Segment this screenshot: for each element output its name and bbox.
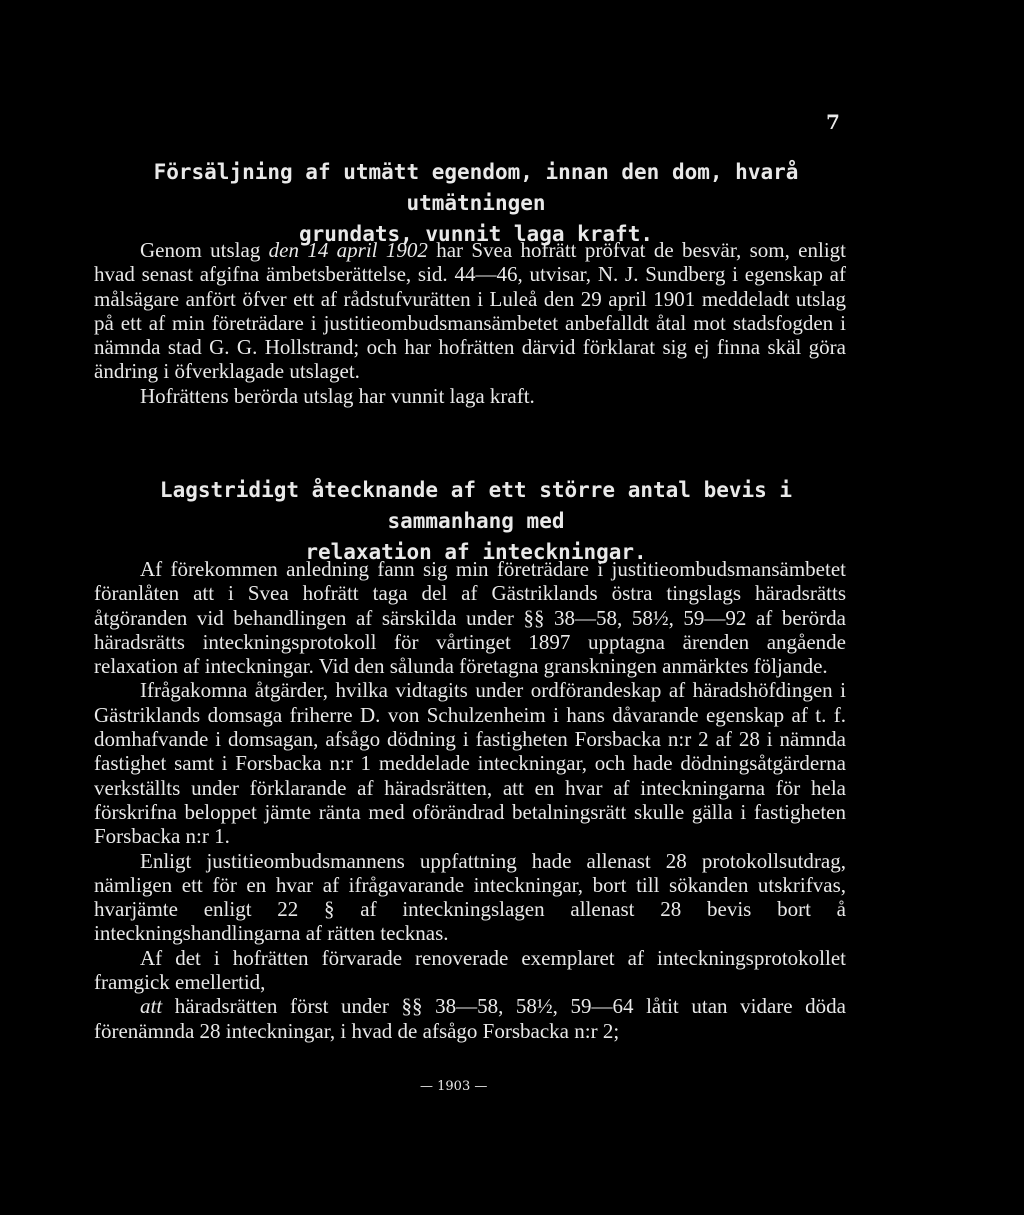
paragraph: Ifrågakomna åtgärder, hvilka vidtagits under ordförandeskap af häradshöfdingen i Gästriklands domsaga friherre D. von Schulzenheim i hans dåvarande egenskap af t. f. domhafvande i domsagan, afsågo dödning i fastigheten Forsbacka n:r 2 af 28 i nämnda fastighet samt i Forsbacka n:r 1 meddelade inteckningar, och hade dödningsåtgärderna verkställts under förklarande af häradsrätten, att en hvar af inteckningarna för hela förskrifna beloppet jämte ränta med oförändrad betalningsrätt skulle gälla i fastigheten Forsbacka n:r 1.: [94, 678, 846, 849]
paragraph: [94, 994, 846, 1043]
section-heading-lagstridigt: [108, 475, 844, 568]
text-run: Genom utslag: [140, 238, 269, 262]
heading-line-1: Försäljning af utmätt egendom, innan den dom, hvarå utmätningen: [153, 160, 799, 215]
heading-line-2: grundats, vunnit laga kraft.: [298, 222, 653, 246]
italic-att: att: [140, 994, 163, 1019]
paragraph: [94, 238, 846, 384]
page-footer: — 1903 —: [420, 1079, 488, 1094]
italic-date: den 14 april 1902: [268, 238, 428, 262]
paragraph: Enligt justitieombudsmannens uppfattning hade allenast 28 protokollsutdrag, nämligen ett för en hvar af ifrågavarande inteckningar, bort till sökanden utskrifvas, hvarjämte enligt 22 § af inteckningslagen allenast 28 bevis bort å inteckningshandlingarna af rätten tecknas.: [94, 848, 846, 946]
page-number: 7: [826, 110, 840, 134]
paragraph: Af förekommen anledning fann sig min företrädare i justitieombudsmansämbetet föranlåten att i Svea hofrätt taga del af Gästriklands östra tingslags häradsrätts åtgöranden vid behandlingen af särskilda under §§ 38—58, 58½, 59—92 af berörda häradsrätts inteckningsprotokoll för vårtinget 1897 upptagna ärenden angående relaxation af inteckningar. Vid den sålunda företagna granskningen anmärktes följande.: [94, 557, 846, 679]
paragraph: Af det i hofrätten förvarade renoverade exemplaret af inteckningsprotokollet framgick emellertid,: [94, 945, 846, 995]
text-run: har Svea hofrätt pröfvat de besvär, som, enligt hvad senast afgifna ämbetsberättelse, sid. 44—46, utvisar, N. J. Sundberg i egenskap af målsägare anfört öfver ett af rådstufvurätten i Luleå den 29 april 1901 meddeladt utslag på ett af min företrädare i justitieombudsmansämbetet anbefalldt åtal mot stadsfogden i nämnda stad G. G. Hollstrand; och har hofrätten därvid förklarat sig ej finna skäl göra ändring i öfverklagade utslaget.: [94, 238, 846, 384]
text-run: häradsrätten först under §§ 38—58, 58½, 59—64 låtit utan vidare döda förenämnda 28 inteckningar, i hvad de afsågo Forsbacka n:r 2;: [94, 994, 846, 1043]
heading-line-2: relaxation af inteckningar.: [305, 540, 647, 564]
section-2-body: [94, 557, 846, 1043]
section-1-body: [94, 238, 846, 408]
section-heading-forsaljning: [108, 157, 844, 250]
heading-line-1: Lagstridigt åtecknande af ett större antal bevis i sammanhang med: [159, 478, 793, 533]
paragraph: Hofrättens berörda utslag har vunnit laga kraft.: [140, 383, 535, 408]
